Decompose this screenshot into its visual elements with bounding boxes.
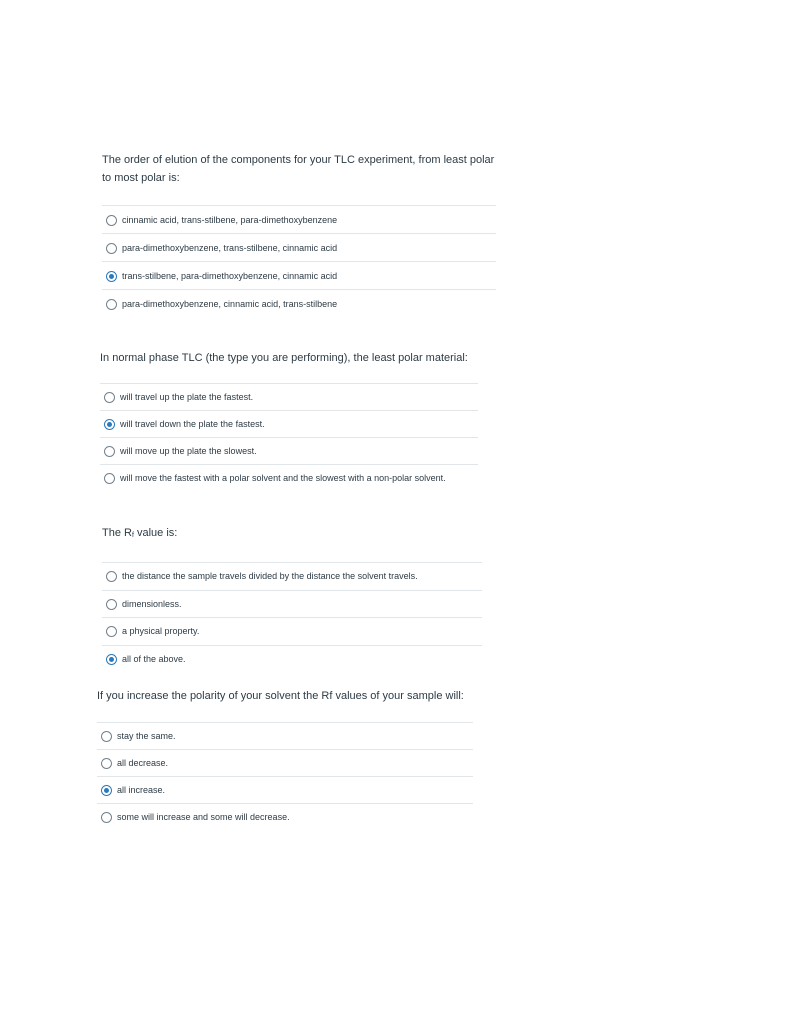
radio-button[interactable] [106, 571, 117, 582]
radio-button[interactable] [106, 243, 117, 254]
radio-button-selected[interactable] [106, 654, 117, 665]
radio-button-selected[interactable] [104, 419, 115, 430]
radio-button[interactable] [106, 599, 117, 610]
question-2 [100, 349, 478, 504]
radio-button[interactable] [106, 626, 117, 637]
answer-label: some will increase and some will decrease. [117, 812, 290, 822]
answer-label: dimensionless. [122, 599, 182, 609]
answer-option[interactable] [97, 749, 473, 776]
answer-option[interactable] [102, 205, 496, 233]
answer-label: a physical property. [122, 626, 200, 636]
answer-label: stay the same. [117, 731, 176, 741]
answer-option[interactable] [102, 233, 496, 261]
answer-label: cinnamic acid, trans-stilbene, para-dimethoxybenzene [122, 215, 338, 225]
answer-option[interactable] [97, 803, 473, 830]
answer-option[interactable] [102, 590, 482, 617]
answer-option[interactable] [100, 410, 478, 437]
radio-button[interactable] [104, 446, 115, 457]
answer-label: trans-stilbene, para-dimethoxybenzene, cinnamic acid [122, 271, 338, 281]
question-text: In normal phase TLC (the type you are performing), the least polar material: [100, 352, 468, 364]
answer-label: will move up the plate the slowest. [120, 446, 257, 456]
answer-option[interactable] [102, 562, 482, 590]
question-text-end: value is: [133, 527, 178, 539]
answer-label: the distance the sample travels divided by the distance the solvent travels. [122, 571, 418, 581]
answer-option[interactable] [100, 437, 478, 464]
radio-button-selected[interactable] [106, 271, 117, 282]
answer-option[interactable] [102, 645, 482, 673]
radio-button[interactable] [101, 758, 112, 769]
answer-label: para-dimethoxybenzene, trans-stilbene, cinnamic acid [122, 243, 338, 253]
answer-label: will move the fastest with a polar solvent and the slowest with a non-polar solvent. [120, 473, 446, 483]
question-4 [97, 687, 473, 830]
question-text: The order of elution of the components for your TLC experiment, from least polar to most polar is: [102, 154, 495, 184]
answer-list [102, 205, 496, 317]
answer-label: para-dimethoxybenzene, cinnamic acid, trans-stilbene [122, 299, 338, 309]
answer-label: all increase. [117, 785, 166, 795]
radio-button[interactable] [106, 299, 117, 310]
question-text: If you increase the polarity of your solvent the Rf values of your sample will: [97, 690, 464, 702]
answer-option[interactable] [97, 776, 473, 803]
question-3 [102, 524, 482, 673]
answer-option[interactable] [102, 261, 496, 289]
question-1 [102, 151, 496, 317]
answer-label: will travel down the plate the fastest. [120, 419, 265, 429]
radio-button[interactable] [101, 731, 112, 742]
radio-button[interactable] [104, 473, 115, 484]
rf-subscript: f [131, 532, 134, 539]
answer-label: will travel up the plate the fastest. [120, 392, 254, 402]
answer-list [102, 562, 482, 673]
answer-option[interactable] [102, 617, 482, 645]
question-text-start: The R [102, 527, 132, 539]
answer-option[interactable] [97, 722, 473, 749]
question-text [102, 524, 482, 545]
radio-button[interactable] [104, 392, 115, 403]
answer-option[interactable] [100, 383, 478, 410]
answer-list [97, 722, 473, 830]
answer-label: all decrease. [117, 758, 169, 768]
radio-button[interactable] [101, 812, 112, 823]
answer-label: all of the above. [122, 654, 186, 664]
radio-button[interactable] [106, 215, 117, 226]
answer-option[interactable] [100, 464, 478, 504]
answer-list [100, 383, 478, 504]
radio-button-selected[interactable] [101, 785, 112, 796]
answer-option[interactable] [102, 289, 496, 317]
